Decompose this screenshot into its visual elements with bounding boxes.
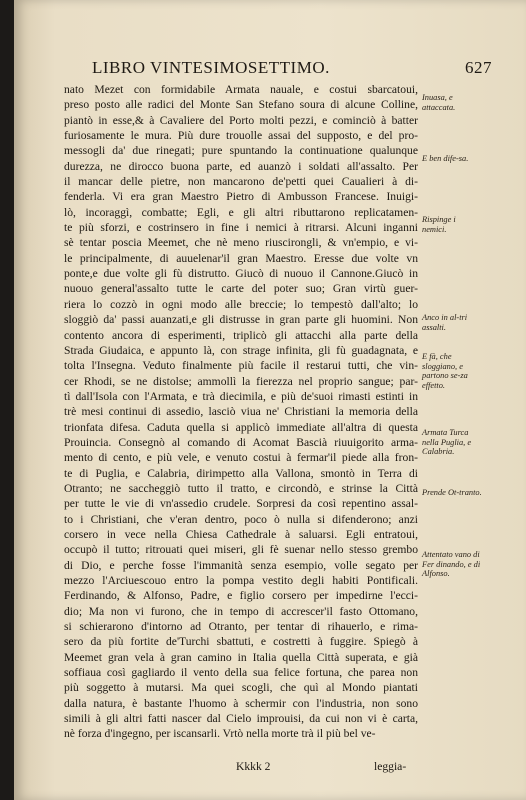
text-line: occupò il tutto; ritrouati quei miseri, gli fè suenar nello stesso grembo [64, 543, 418, 557]
text-line: trè mesi continui di assedio, lasciò viua ne' Christiani la memoria della [64, 405, 418, 419]
text-line: contento ancora di esperimenti, triplicò gli attacchi alla parte della [64, 328, 418, 342]
margin-note: E fà, che sloggiano, e partono se-za effetto. [422, 352, 468, 390]
text-line: te più sforzi, e costrinsero in fine i nemici à ritrarsi. Alcuni inganni [64, 221, 418, 235]
text-line: mezzo l'Arciuescouo entro la pompa vestito degli habiti Pontificali. [64, 574, 418, 587]
margin-note: Prende Ot-tranto. [422, 488, 482, 497]
text-line: tì dall'Isola con l'Armata, e trà diecimila, e più de'suoi rimasti estinti in [64, 389, 418, 403]
text-line: messogli da' due rinegati; pure spuntando la continuatione qualunque [64, 144, 418, 158]
text-line: corsero in vece nella Chiesa Cathedrale à saluarsi. Egli entratoui, [64, 527, 418, 541]
body-text [64, 82, 418, 742]
catchword: leggia- [374, 760, 407, 773]
margin-note: Armata Turca nella Puglia, e Calabria. [422, 428, 472, 457]
running-title: LIBRO VINTESIMOSETTIMO. [92, 58, 330, 77]
text-line: mento di cento, e più vele, e venuto costui à fermar'il piede alla fron- [64, 451, 418, 465]
text-line: per tutte le vie di vn'assedio crudele. Sorpresi da così repentino assal- [64, 497, 418, 511]
text-line: Prouincia. Consegnò al comando di Acomat Bascià riuuigorito arma- [64, 435, 418, 449]
text-line: to i Christiani, che v'eran dentro, poco ò nulla si difenderono; anzi [64, 512, 418, 526]
page-number: 627 [465, 58, 492, 77]
text-line: durezza, ne dirocco buona parte, ed auanzò i soldati all'assalto. Per [64, 159, 418, 173]
text-line: sero da più fortite de'Turchi sbattuti, e costretti à fuggire. Spiegò à [64, 635, 418, 649]
text-line: ponte,e due volte gli fù distrutto. Giucò di nuouo il Cannone.Giucò in [64, 267, 418, 281]
margin-note: Attentato vano di Fer dinando, e di Alfonso. [422, 550, 481, 579]
text-line: dalla natura, è bastante l'huomo à schermir con l'industria, non sono [64, 696, 418, 710]
text-line: furiosamente le mura. Più dure trouolle assai del supposto, e del pro- [64, 129, 418, 143]
text-line: te di Puglia, e Calabria, dirimpetto alla Vallona, smontò in Terra di [64, 466, 418, 480]
text-line: le principalmente, di auuelenar'il gran Maestro. Eresse due volte vn [64, 251, 418, 265]
text-line: Meemet gran vela à gran camino in Italia quella Città superata, e già [64, 650, 418, 664]
book-page [14, 0, 526, 800]
text-line: preso posto alle radici del Monte San Stefano soura di alcune Colline, [64, 98, 418, 112]
text-line: nuouo general'assalto tutte le carte del poter suo; Gran virtù guer- [64, 282, 418, 296]
margin-note: Anco in al-tri assalti. [422, 313, 468, 332]
text-line: Ferdinando, & Alfonso, Padre, e figlio corsero per impedirne l'ecci- [64, 589, 418, 603]
text-line: nè forza d'ingegno, per iscansarli. Vrtò nella morte trà il più bel ve- [64, 727, 376, 741]
margin-note: E ben dife-sa. [422, 154, 469, 163]
text-line: più soggetto à mutarsi. Ma quei scogli, che quì al Mondo piantati [64, 681, 418, 695]
text-line: tolta l'Insegna. Veduto finalmente più facile il restarui tutti, che vin- [64, 359, 418, 373]
margin-note: Rispinge i nemici. [422, 215, 456, 234]
text-line: sè tentar poscia Meemet, che nè meno riuscirongli, & vn'empio, e vi- [64, 236, 418, 250]
text-line: fenderla. Vi era gran Maestro Pietro di Ambusson Francese. Inuigi- [64, 190, 418, 204]
text-line: Otranto; ne saccheggiò tutto il tratto, e circondò, e strinse la Città [64, 481, 418, 495]
text-line: dio; Ma non vi furono, che in tempo di accrescer'il fasto Ottomano, [64, 604, 418, 618]
text-line: Strada Giudaica, e appunto là, con strage infinita, gli fù guadagnata, e [64, 343, 418, 357]
running-header [92, 58, 492, 78]
text-line: sloggiò da' passi auanzati,e gli distrusse in gran parte gli huomini. Non [64, 313, 418, 327]
text-line: cer Rhodi, se ne distolse; ammollì la fierezza nel proprio sangue; par- [64, 374, 418, 388]
text-line: di Dio, e perche fosse l'immanità senza esempio, volle segato per [64, 558, 418, 572]
signature-mark: Kkkk 2 [236, 760, 271, 773]
text-line: riera lo cozzò in ogni modo alle breccie; lo tempestò dall'alto; lo [64, 297, 418, 311]
text-line: simili à gli altri fatti nascer dal Cielo improuisi, da cui non vi è carta, [64, 712, 418, 726]
margin-note: Inuasa, e attaccata. [422, 93, 456, 112]
text-line: soffiaua così gagliardo il vento della sua felice fortuna, che parea non [64, 666, 418, 680]
text-line: piantò in esse,& à Cavaliere del Porto molti pezzi, e cominciò à batter [64, 113, 418, 127]
text-line: nato Mezet con formidabile Armata nauale, e costui sbarcatoui, [64, 83, 418, 96]
text-line: si schierarono d'intorno ad Otranto, per tentar di rihauerlo, e rima- [64, 620, 418, 634]
text-line: lò, incoraggì, combatte; Egli, e gli altri ributtarono replicatamen- [64, 205, 418, 219]
text-line: il mancar delle pietre, non mancarono de'petti quei Caualieri à di- [64, 175, 418, 189]
text-line: trionfata difesa. Caduta quella si applicò immediate all'altra di questa [64, 420, 418, 434]
